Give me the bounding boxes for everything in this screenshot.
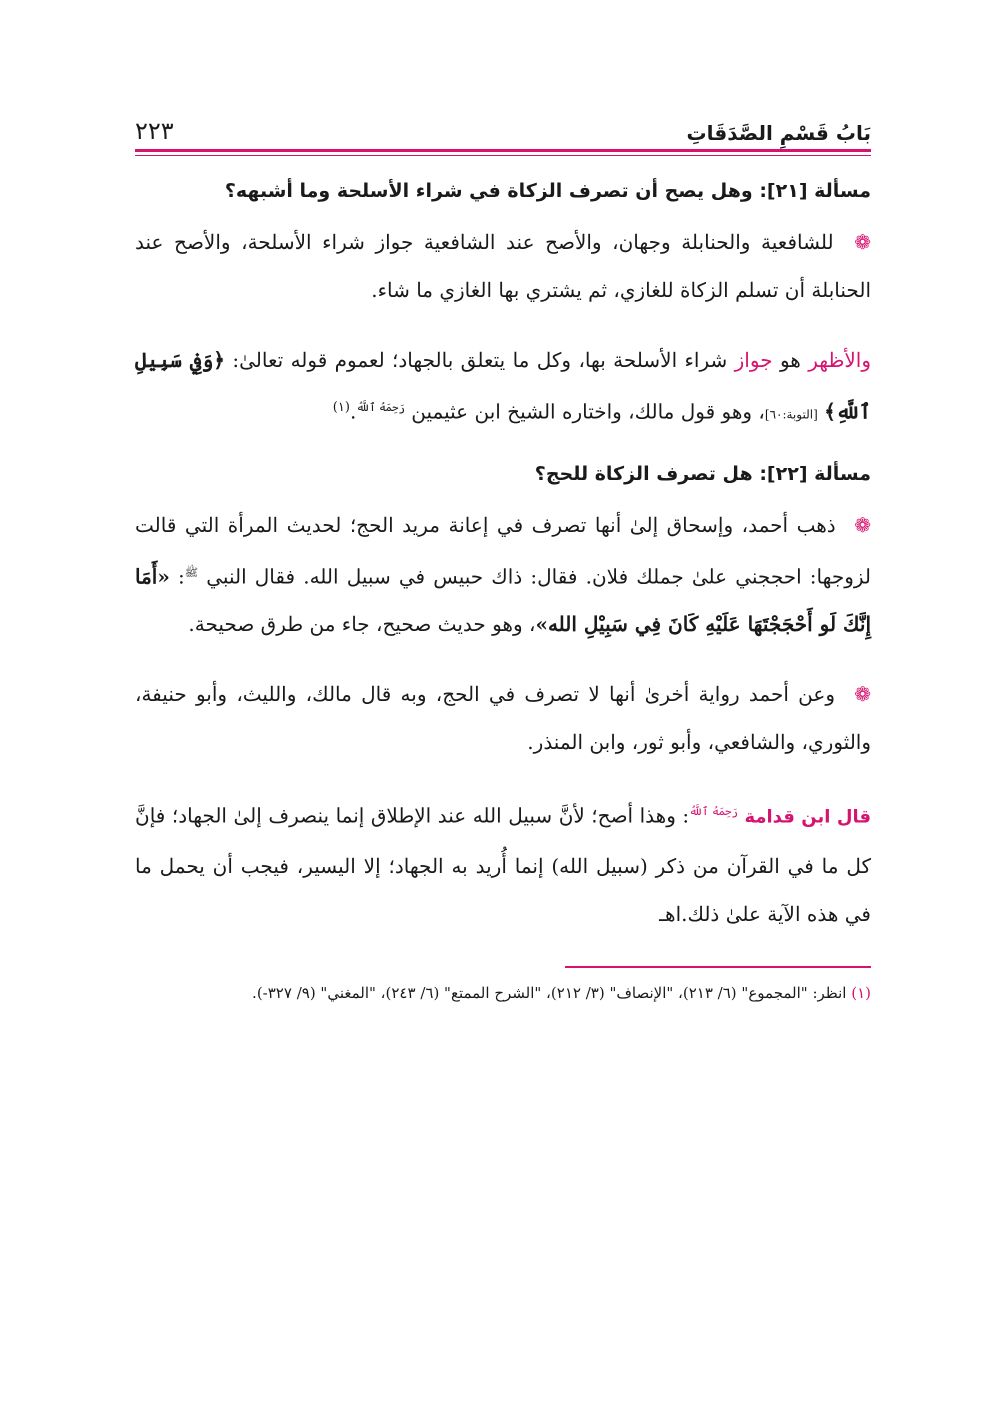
page-header [135,105,871,145]
paragraph-2-jawaz: جواز [734,348,773,372]
flower-bullet-icon: ❁ [854,230,871,254]
hadith-quote: «أَمَا إِنَّكَ لَو أَحْجَجْتَهَا عَلَيْهِ كَانَ فِي سَبِيْلِ الله» [135,564,871,637]
footnote [135,978,871,1008]
honorific-glyph: رَحِمَهُ ٱللَّهُ [356,401,405,414]
footnote-text: انظر: "المجموع" (٦/ ٢١٣)، "الإنصاف" (٣/ ٢١٢)، "الشرح الممتع" (٦/ ٢٤٣)، "المغني" (٩/ ٣٢٧-). [252,983,847,1002]
honorific-glyph: رَحِمَهُ ٱللَّهُ [689,805,738,819]
header-rule-thin [135,155,871,156]
paragraph-3-text-1: ذهب أحمد، وإسحاق إلىٰ أنها تصرف في إعانة مريد الحج؛ لحديث المرأة التي قالت لزوجها: احججني علىٰ جملك فلان. فقال: ذاك حبيس في سبيل الله. فقال النبي [135,512,872,589]
paragraph-3-text-3: ، وهو حديث صحيح، جاء من طرق صحيحة. [188,612,536,637]
question-21 [135,174,871,208]
paragraph-1 [135,218,871,314]
paragraph-3-colon: : [178,564,185,589]
paragraph-2-end: . [349,399,357,424]
paragraph-5 [135,788,871,938]
speaker-name: قال ابن قدامة [744,806,871,828]
paragraph-2-text-2: شراء الأسلحة بها، وكل ما يتعلق بالجهاد؛ لعموم قوله تعالىٰ: [232,348,728,372]
question-21-label: مسألة [٢١]: [759,180,871,202]
running-title: بَابُ قَسْمِ الصَّدَقَاتِ [686,121,871,145]
footnote-rule [565,966,871,968]
verse-reference: [التوبة:٦٠] [764,407,818,422]
question-21-text: وهل يصح أن تصرف الزكاة في شراء الأسلحة وما أشبهه؟ [224,180,753,202]
paragraph-3 [135,501,871,649]
salawat-glyph: ﷺ [184,565,199,579]
book-page [135,105,871,1023]
paragraph-2 [135,336,871,439]
paragraph-2-text-3: ، وهو قول مالك، واختاره الشيخ ابن عثيمين [411,399,765,424]
flower-bullet-icon: ❁ [854,682,871,707]
question-22-text: هل تصرف الزكاة للحج؟ [534,462,753,485]
flower-bullet-icon: ❁ [854,512,872,537]
quran-verse: ﴿وَفِي سَبِيلِ ٱللَّهِ﴾ [135,348,871,424]
paragraph-2-text-1: هو [779,348,801,372]
paragraph-2-lead: والأظهر [808,348,871,372]
footnote-marker: (١) [332,400,350,415]
page-number: ٢٢٣ [135,117,174,145]
paragraph-1-text: للشافعية والحنابلة وجهان، والأصح عند الشافعية جواز شراء الأسلحة، والأصح عند الحنابلة أن تسلم الزكاة للغازي، ثم يشتري بها الغازي ما شاء. [135,230,871,302]
header-rule [135,149,871,152]
paragraph-4-text: وعن أحمد رواية أخرىٰ أنها لا تصرف في الحج، وبه قال مالك، والليث، وأبو حنيفة، والثوري، والشافعي، وأبو ثور، وابن المنذر. [135,682,871,755]
question-22 [135,457,871,491]
paragraph-5-text: : وهذا أصح؛ لأنَّ سبيل الله عند الإطلاق إنما ينصرف إلىٰ الجهاد؛ فإنَّ كل ما في القرآن من ذكر (سبيل الله) إنما أُريد به الجهاد؛ إلا اليسير، فيجب أن يحمل ما في هذه الآية علىٰ ذلك.اهـ [135,803,871,926]
paragraph-4 [135,670,871,766]
footnote-number: (١) [851,983,871,1002]
question-22-label: مسألة [٢٢]: [759,462,871,485]
